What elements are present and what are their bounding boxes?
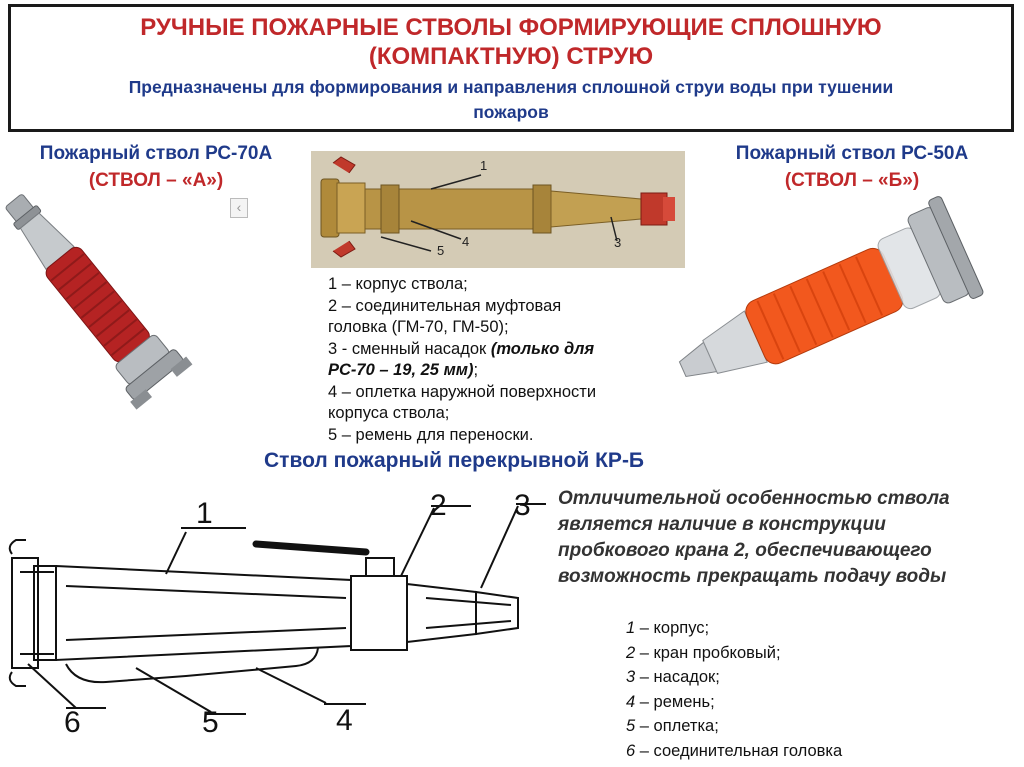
rs70-caption-line-2: (СТВОЛ – «А») [88, 170, 224, 191]
kr-callout-6: 6 [64, 706, 81, 739]
kr-callout-3: 3 [514, 489, 531, 522]
kr-legend-item: 3 – насадок; [626, 668, 720, 686]
title-line-2: (КОМПАКТНУЮ) СТРУЮ [368, 43, 654, 70]
page-subtitle [11, 75, 1011, 125]
kr-legend-item: 5 – оплетка; [626, 717, 719, 735]
rs-legend-item-4a: 4 – оплетка наружной поверхности [328, 382, 597, 401]
rs70-nozzle-image [0, 200, 260, 450]
subtitle-line-2: пожаров [473, 102, 549, 122]
rs70-photo-drawing [311, 151, 685, 268]
kr-legend-item: 1 – корпус; [626, 619, 710, 637]
kr-legend-item: 6 – соединительная головка [626, 741, 843, 760]
chevron-left-icon[interactable]: ‹ [230, 198, 248, 218]
rs-legend-item-2b: головка (ГМ-70, ГМ-50); [328, 318, 509, 336]
kr-note-line-2: является наличие в конструкции [558, 514, 886, 535]
page-title [11, 13, 1011, 71]
photo-callout-1: 1 [480, 158, 488, 173]
kr-b-note [558, 486, 1018, 590]
kr-b-drawing [6, 488, 551, 758]
rs-legend-item-3b [328, 360, 668, 382]
kr-legend-item: 4 – ремень; [626, 692, 715, 711]
rs50-nozzle-image [668, 200, 1024, 400]
kr-note-line-4: возможность прекращать подачу воды [558, 566, 947, 587]
kr-callout-2: 2 [430, 489, 447, 522]
rs-legend-item-3b-emphasis: РС-70 – 19, 25 мм) [328, 361, 474, 379]
subtitle-line-1: Предназначены для формирования и направления сплошной струи воды при тушении [128, 77, 894, 97]
photo-callout-4: 4 [462, 234, 470, 249]
rs50-caption-line-2: (СТВОЛ – «Б») [784, 170, 920, 191]
rs-legend-item-3b-suffix: ; [473, 361, 479, 379]
kr-callout-1: 1 [196, 497, 213, 530]
rs-parts-legend [328, 274, 668, 446]
kr-callout-5: 5 [202, 706, 219, 739]
header-box [8, 4, 1014, 132]
rs70-caption [6, 140, 306, 194]
rs-legend-item-1: 1 – корпус ствола; [328, 275, 468, 293]
kr-b-title: Ствол пожарный перекрывной КР-Б [264, 449, 645, 472]
rs70-caption-line-1: Пожарный ствол РС-70А [39, 143, 273, 164]
kr-note-line-1: Отличительной особенностью ствола [558, 488, 950, 509]
rs-legend-item-3a-prefix: 3 - сменный насадок [328, 339, 491, 358]
kr-legend-item: 2 – кран пробковый; [626, 643, 781, 662]
rs-legend-item-4b: корпуса ствола; [328, 404, 450, 422]
rs-legend-item-5: 5 – ремень для переноски. [328, 425, 534, 444]
rs50-caption [682, 140, 1022, 194]
title-line-1: РУЧНЫЕ ПОЖАРНЫЕ СТВОЛЫ ФОРМИРУЮЩИЕ СПЛОШНУЮ [140, 14, 882, 41]
kr-callout-4: 4 [336, 704, 353, 737]
rs50-caption-line-1: Пожарный ствол РС-50А [735, 143, 969, 164]
rs-legend-item-3a [328, 339, 668, 361]
photo-callout-5: 5 [437, 243, 445, 258]
rs-legend-item-3a-emphasis: (только для [490, 339, 595, 358]
kr-note-line-3: пробкового крана 2, обеспечивающего [558, 540, 932, 561]
photo-callout-3: 3 [614, 235, 622, 250]
kr-parts-legend [626, 616, 842, 763]
rs-legend-item-2a: 2 – соединительная муфтовая [328, 296, 562, 315]
